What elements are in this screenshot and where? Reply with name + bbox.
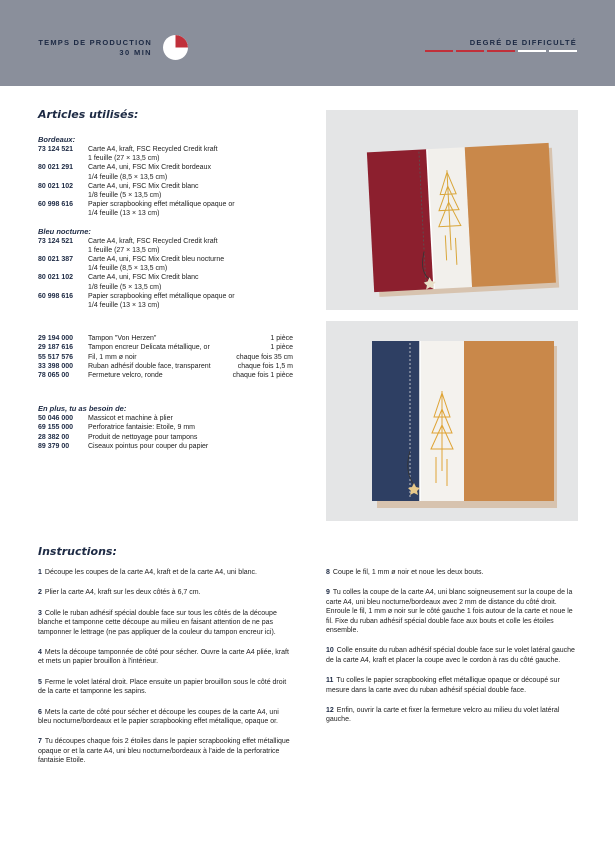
step-text: Colle ensuite du ruban adhésif spécial double face sur le volet latéral gauche de la carte A4, kraft et placer la coupe avec le cordon à ras du côté gauche. <box>326 647 575 664</box>
article-desc: Carte A4, uni, FSC Mix Credit bleu nocturne <box>88 256 225 264</box>
difficulty-bar <box>549 50 577 52</box>
article-desc: Carte A4, uni, FSC Mix Credit blanc <box>88 274 199 282</box>
article-desc: Papier scrapbooking effet métallique opaque or <box>88 201 235 209</box>
article-desc: 1/4 feuille (13 × 13 cm) <box>88 210 160 218</box>
step-text: Mets la découpe tamponnée de côté pour sécher. Ouvre la carte A4 pliée, kraft et mets un papier brouillon à l'intérieur. <box>38 649 289 666</box>
step-text: Plier la carte A4, kraft sur les deux côtés à 6,7 cm. <box>44 589 201 597</box>
article-row <box>38 173 293 182</box>
step-number: 12 <box>326 707 334 715</box>
extra-row <box>38 414 293 423</box>
extra-code: 28 382 00 <box>38 433 70 441</box>
tool-desc: Fil, 1 mm ø noir <box>88 353 137 361</box>
difficulty-meter <box>425 50 577 52</box>
tool-qty: 1 pièce <box>270 344 293 352</box>
extra-code: 69 155 000 <box>38 424 74 432</box>
tool-code: 78 065 00 <box>38 372 70 380</box>
article-row <box>38 264 293 273</box>
article-row <box>38 182 293 191</box>
instruction-step <box>38 737 290 765</box>
article-code <box>38 264 88 273</box>
article-row <box>38 246 293 255</box>
step-text: Ferme le volet latéral droit. Place ensuite un papier brouillon sous le côté droit de la carte et tamponne les sapins. <box>38 678 287 696</box>
difficulty-label: DEGRÉ DE DIFFICULTÉ <box>469 38 577 47</box>
article-code: 80 021 291 <box>38 164 74 172</box>
step-number: 3 <box>38 609 42 617</box>
instruction-step <box>38 609 290 637</box>
extra-code: 50 046 000 <box>38 415 74 423</box>
step-text: Tu découpes chaque fois 2 étoiles dans le papier scrapbooking effet métallique opaque or et la carte A4, uni bleu nocturne/bordeaux à l'aide de la perforatrice fantaisie Etoile. <box>38 738 290 765</box>
instructions-title: Instructions: <box>38 545 117 558</box>
tool-row <box>38 362 293 371</box>
article-code <box>38 283 88 292</box>
step-text: Mets la carte de côté pour sécher et découpe les coupes de la carte A4, uni bleu nocturne/bordeaux et le papier scrapbooking effet métallique, opaque or. <box>38 708 279 726</box>
article-desc: 1/4 feuille (8,5 × 13,5 cm) <box>88 173 168 181</box>
instructions-left-column <box>38 568 290 777</box>
article-code: 60 998 616 <box>38 292 74 300</box>
article-desc: 1/4 feuille (13 × 13 cm) <box>88 302 160 310</box>
step-number: 1 <box>38 569 42 576</box>
step-number: 10 <box>326 647 334 655</box>
step-number: 11 <box>326 677 334 685</box>
bordeaux-title: Bordeaux: <box>38 135 76 144</box>
tool-qty: chaque fois 1 pièce <box>232 372 293 380</box>
article-row <box>38 191 293 200</box>
tool-desc: Tampon encreur Delicata métallique, or <box>88 344 210 352</box>
tool-row <box>38 371 293 380</box>
step-number: 8 <box>326 569 330 576</box>
article-code: 73 124 521 <box>38 146 74 153</box>
articles-section <box>38 108 293 451</box>
tool-row <box>38 334 293 343</box>
article-code <box>38 173 88 182</box>
step-text: Coupe le fil, 1 mm ø noir et noue les deux bouts. <box>332 569 484 576</box>
bleu-list <box>38 237 293 311</box>
step-text: Tu colles le papier scrapbooking effet métallique opaque or découpé sur mesure dans la carte avec du ruban adhésif spécial double face. <box>326 677 560 694</box>
article-desc: Carte A4, uni, FSC Mix Credit bordeaux <box>88 164 211 172</box>
article-row <box>38 200 293 209</box>
instruction-step <box>38 678 290 697</box>
article-desc: Carte A4, kraft, FSC Recycled Credit kraft <box>88 237 218 245</box>
article-desc: 1 feuille (27 × 13,5 cm) <box>88 155 160 163</box>
step-number: 9 <box>326 589 330 597</box>
tool-code: 33 398 000 <box>38 362 74 370</box>
extra-desc: Massicot et machine à plier <box>88 415 173 423</box>
article-desc: 1/8 feuille (5 × 13,5 cm) <box>88 192 162 200</box>
difficulty <box>470 38 577 48</box>
step-text: Découpe les coupes de la carte A4, kraft et de la carte A4, uni blanc. <box>44 569 257 576</box>
bordeaux-list <box>38 145 293 219</box>
difficulty-bar <box>487 50 515 52</box>
tool-desc: Tampon "Von Herzen" <box>88 335 157 343</box>
article-row <box>38 209 293 218</box>
article-code <box>38 301 88 310</box>
extra-list <box>38 414 293 451</box>
extra-desc: Produit de nettoyage pour tampons <box>88 433 198 441</box>
extra-row <box>38 423 293 432</box>
article-desc: Carte A4, kraft, FSC Recycled Credit kraft <box>88 146 218 153</box>
tool-code: 55 517 576 <box>38 353 74 361</box>
instruction-step <box>38 568 290 577</box>
tool-code: 29 194 000 <box>38 335 74 343</box>
article-row <box>38 273 293 282</box>
article-row <box>38 237 293 246</box>
article-row <box>38 145 293 154</box>
article-code <box>38 209 88 218</box>
extra-title: En plus, tu as besoin de: <box>38 404 127 414</box>
article-code <box>38 246 88 255</box>
article-code: 73 124 521 <box>38 237 74 245</box>
header-band <box>0 0 615 86</box>
instruction-step <box>38 708 290 727</box>
tool-row <box>38 353 293 362</box>
tool-desc: Fermeture velcro, ronde <box>88 372 163 380</box>
article-code <box>38 191 88 200</box>
extra-row <box>38 433 293 442</box>
article-desc: 1/8 feuille (5 × 13,5 cm) <box>88 283 162 291</box>
extra-row <box>38 442 293 451</box>
tool-code: 29 187 616 <box>38 344 74 352</box>
step-text: Enfin, ouvrir la carte et fixer la fermeture velcro au milieu du volet latéral gauche. <box>326 707 560 724</box>
article-desc: 1 feuille (27 × 13,5 cm) <box>88 246 160 254</box>
step-number: 5 <box>38 678 42 686</box>
article-code: 80 021 102 <box>38 274 74 282</box>
tool-qty: chaque fois 35 cm <box>236 353 293 361</box>
bleu-title: Bleu nocturne: <box>38 226 91 236</box>
clock-icon <box>163 35 188 60</box>
article-code: 60 998 616 <box>38 201 74 209</box>
article-code: 80 021 387 <box>38 256 74 264</box>
article-code: 80 021 102 <box>38 182 74 190</box>
tool-qty: 1 pièce <box>270 335 293 343</box>
extra-code: 89 379 00 <box>38 442 70 450</box>
instruction-step <box>326 568 578 577</box>
article-code <box>38 154 88 163</box>
article-desc: Papier scrapbooking effet métallique opaque or <box>88 292 235 300</box>
difficulty-bar <box>425 50 453 52</box>
difficulty-bar <box>456 50 484 52</box>
article-desc: 1/4 feuille (8,5 × 13,5 cm) <box>88 265 168 273</box>
articles-title: Articles utilisés: <box>38 108 139 121</box>
card-photo-bleu <box>326 321 578 521</box>
production-time-value: 30 MIN <box>119 48 152 57</box>
step-number: 2 <box>38 589 42 597</box>
article-row <box>38 301 293 310</box>
step-number: 7 <box>38 738 42 746</box>
article-row <box>38 163 293 172</box>
instruction-step <box>326 646 578 665</box>
tool-qty: chaque fois 1,5 m <box>237 362 293 370</box>
instruction-step <box>38 648 290 667</box>
instruction-step <box>326 588 578 635</box>
extra-desc: Ciseaux pointus pour couper du papier <box>88 442 209 450</box>
production-time-label: TEMPS DE PRODUCTION <box>38 38 152 47</box>
card-photo-bordeaux <box>326 110 578 310</box>
article-row <box>38 255 293 264</box>
instructions-right-column <box>326 568 578 736</box>
tool-row <box>38 343 293 352</box>
tool-desc: Ruban adhésif double face, transparent <box>88 362 211 370</box>
instruction-step <box>38 588 290 597</box>
article-row <box>38 292 293 301</box>
step-text: Tu colles la coupe de la carte A4, uni blanc soigneusement sur la coupe de la carte A4, uni bleu nocturne/bordeaux avec 2 mm de distance du côté droit. Enroule le fil, 1 mm ø noir sur le côté gauche 1 fois autour de la carte et noue le fil. Fixe du ruban adhésif spécial double face aux bouts et colle les étoiles ensemble. <box>326 589 573 635</box>
tools-list <box>38 334 293 380</box>
instruction-step <box>326 676 578 695</box>
article-row <box>38 154 293 163</box>
article-desc: Carte A4, uni, FSC Mix Credit blanc <box>88 182 199 190</box>
difficulty-bar <box>518 50 546 52</box>
step-number: 6 <box>38 708 42 716</box>
article-row <box>38 283 293 292</box>
production-time <box>36 38 152 58</box>
step-text: Colle le ruban adhésif spécial double face sur tous les côtés de la découpe blanche et tamponne cette découpe au milieu en faisant attention de ne pas tamponner le lettrage (ne pas appliquer de la couleur du tampon encreur ici). <box>38 609 277 636</box>
step-number: 4 <box>38 649 42 657</box>
extra-desc: Perforatrice fantaisie: Etoile, 9 mm <box>88 424 195 432</box>
instruction-step <box>326 706 578 725</box>
